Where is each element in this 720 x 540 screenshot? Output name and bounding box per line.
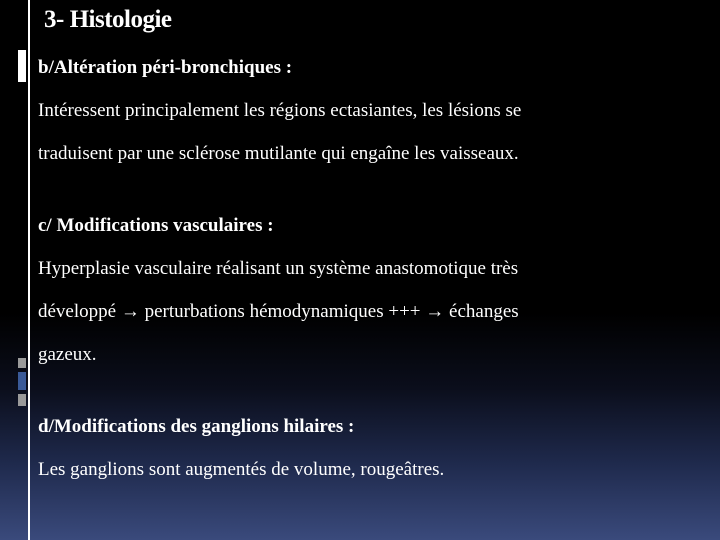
section-d-line-1: Les ganglions sont augmentés de volume, rougeâtres.	[38, 459, 445, 480]
section-c-text-c: échanges	[444, 301, 519, 322]
accent-mark-top-2	[18, 68, 26, 82]
accent-mark-gray-2	[18, 394, 26, 406]
section-c-text-b: perturbations hémodynamiques +++	[139, 301, 426, 322]
left-rule	[28, 0, 30, 540]
section-c-line-3: gazeux.	[38, 344, 97, 365]
section-b-line-1: Intéressent principalement les régions ectasiantes, les lésions se	[38, 100, 522, 121]
section-c-line-2	[38, 290, 698, 333]
section-b-heading: b/Altération péri-bronchiques :	[38, 57, 293, 78]
section-c-heading: c/ Modifications vasculaires :	[38, 215, 274, 236]
slide-title: 3- Histologie	[44, 6, 172, 33]
section-d-heading: d/Modifications des ganglions hilaires :	[38, 416, 355, 437]
section-b-line-2: traduisent par une sclérose mutilante qui engaîne les vaisseaux.	[38, 143, 519, 164]
slide-content	[38, 46, 698, 491]
arrow-right-icon: →	[120, 301, 140, 322]
accent-mark-top-1	[18, 50, 26, 68]
spacer	[38, 175, 698, 204]
section-c-line-1: Hyperplasie vasculaire réalisant un système anastomotique très	[38, 258, 519, 279]
spacer	[38, 376, 698, 405]
accent-mark-blue	[18, 372, 26, 390]
section-c-text-a: développé	[38, 301, 121, 322]
accent-mark-gray-1	[18, 358, 26, 368]
arrow-right-icon: →	[425, 301, 445, 322]
